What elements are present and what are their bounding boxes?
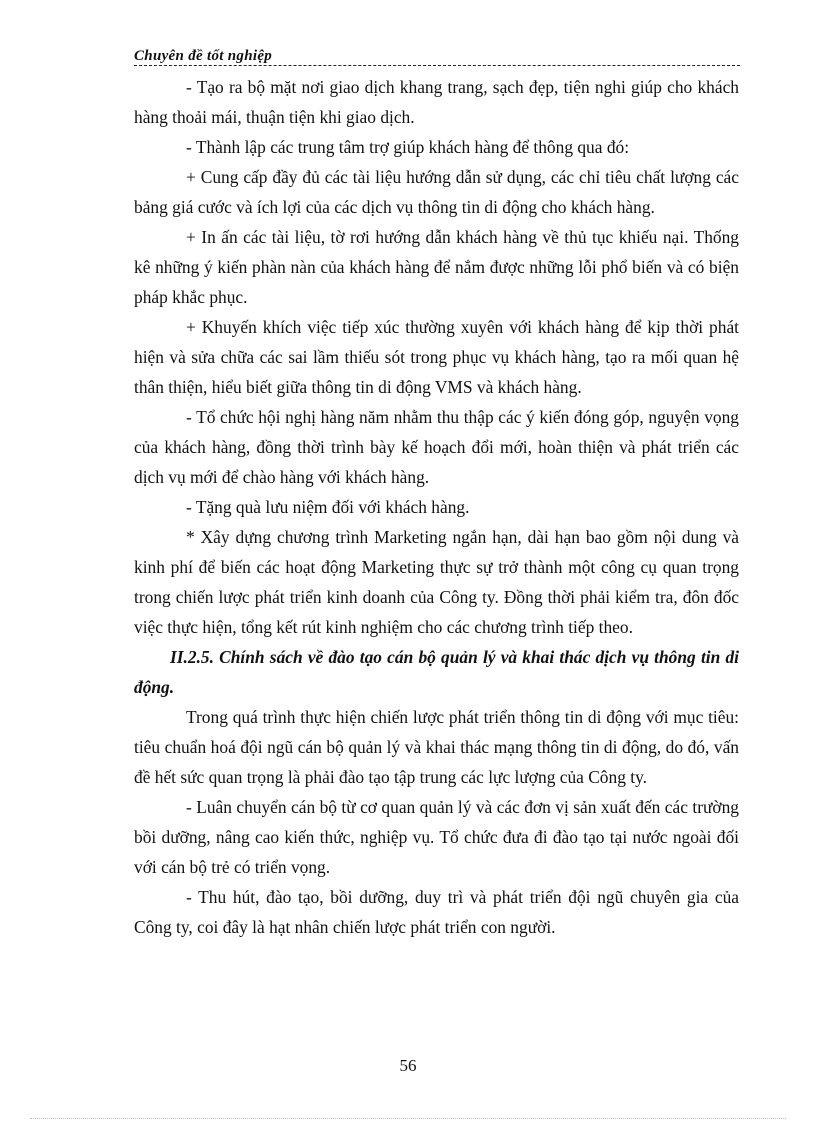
paragraph-9: Trong quá trình thực hiện chiến lược phát triển thông tin di động với mục tiêu: tiêu chuẩn hoá đội ngũ cán bộ quản lý và khai thác mạng thông tin di động, do đó, vấn đề hết sức quan trọng là phải đào tạo tập trung các lực lượng của Công ty.: [134, 707, 739, 787]
paragraph-5: + Khuyến khích việc tiếp xúc thường xuyên với khách hàng để kịp thời phát hiện và sửa chữa các sai lầm thiếu sót trong phục vụ khách hàng, tạo ra mối quan hệ thân thiện, hiểu biết giữa thông tin di động VMS và khách hàng.: [134, 317, 739, 397]
paragraph-2: - Thành lập các trung tâm trợ giúp khách hàng để thông qua đó:: [186, 137, 630, 157]
paragraph-1: - Tạo ra bộ mặt nơi giao dịch khang trang, sạch đẹp, tiện nghi giúp cho khách hàng thoải mái, thuận tiện khi giao dịch.: [134, 77, 739, 127]
page-header: [134, 48, 740, 68]
header-dashed-rule: [134, 65, 740, 66]
paragraph-11: - Thu hút, đào tạo, bồi dưỡng, duy trì và phát triển đội ngũ chuyên gia của Công ty, coi đây là hạt nhân chiến lược phát triển con người.: [134, 887, 739, 937]
footer-dotted-rule: [30, 1118, 786, 1119]
paragraph-6: - Tổ chức hội nghị hàng năm nhằm thu thập các ý kiến đóng góp, nguyện vọng của khách hàng, đồng thời trình bày kế hoạch đổi mới, hoàn thiện và phát triển các dịch vụ mới để chào hàng với khách hàng.: [134, 407, 739, 487]
section-heading: II.2.5. Chính sách về đào tạo cán bộ quản lý và khai thác dịch vụ thông tin di động.: [134, 647, 739, 697]
page-number: 56: [399, 1056, 417, 1075]
paragraph-4: + In ấn các tài liệu, tờ rơi hướng dẫn khách hàng về thủ tục khiếu nại. Thống kê những ý kiến phàn nàn của khách hàng để nắm được những lỗi phổ biến và có biện pháp khắc phục.: [134, 227, 739, 307]
paragraph-3: + Cung cấp đầy đủ các tài liệu hướng dẫn sử dụng, các chỉ tiêu chất lượng các bảng giá cước và ích lợi của các dịch vụ thông tin di động cho khách hàng.: [134, 167, 739, 217]
paragraph-10: - Luân chuyển cán bộ từ cơ quan quản lý và các đơn vị sản xuất đến các trường bồi dưỡng, nâng cao kiến thức, nghiệp vụ. Tổ chức đưa đi đào tạo tại nước ngoài đối với cán bộ trẻ có triển vọng.: [134, 797, 739, 877]
document-body: [134, 72, 739, 942]
header-title: Chuyên đề tốt nghiệp: [134, 48, 273, 64]
paragraph-7: - Tặng quà lưu niệm đối với khách hàng.: [186, 497, 470, 517]
paragraph-8: * Xây dựng chương trình Marketing ngắn hạn, dài hạn bao gồm nội dung và kinh phí để biến các hoạt động Marketing thực sự trở thành một công cụ quan trọng trong chiến lược phát triển kinh doanh của Công ty. Đồng thời phải kiểm tra, đôn đốc việc thực hiện, tổng kết rút kinh nghiệm cho các chương trình tiếp theo.: [134, 527, 739, 637]
